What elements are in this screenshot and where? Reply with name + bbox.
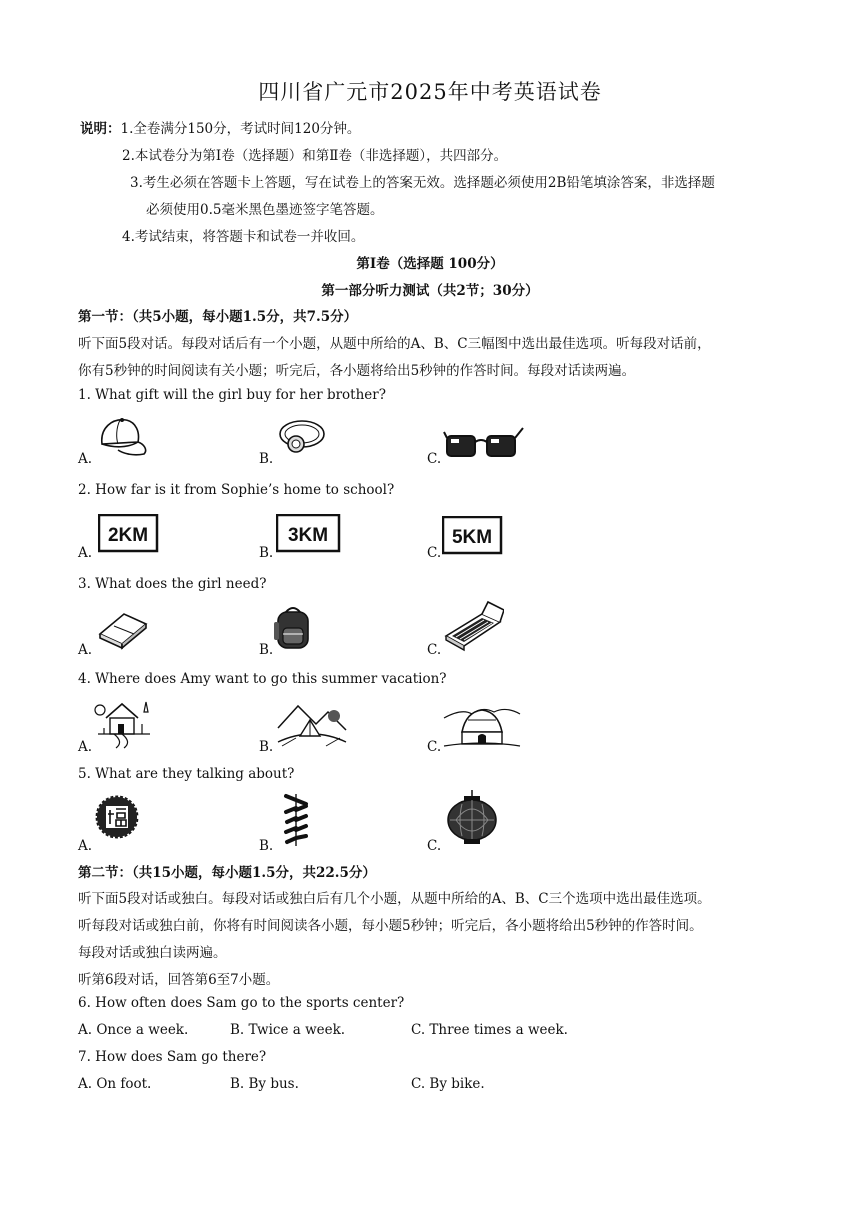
question-7-option-a: A. On foot. [78, 1076, 152, 1092]
option-label: B. [259, 739, 274, 755]
section1-directions: 你有5秒钟的时间阅读有关小题；听完后，各小题将给出5秒钟的作答时间。每段对话读两遍。 [78, 363, 636, 379]
instructions-row-1 [80, 117, 360, 137]
option-label: A. [78, 545, 93, 561]
lantern-icon [444, 790, 500, 846]
question-7: 7. How does Sam go there? [78, 1049, 267, 1065]
paper-cutting-fu-icon [94, 794, 140, 840]
watch-icon [274, 414, 326, 460]
glasses-icon [443, 424, 525, 464]
section2-directions: 听每段对话或独白前，你将有时间阅读各小题，每小题5秒钟；听完后，各小题将给出5秒钟的作答时间。 [78, 918, 703, 934]
village-house-icon [94, 694, 154, 750]
question-6-option-c: C. Three times a week. [411, 1022, 568, 1038]
question-3: 3. What does the girl need? [78, 576, 267, 592]
section1-heading: 第一节：（共5小题，每小题1.5分，共7.5分） [78, 309, 358, 325]
question-6: 6. How often does Sam go to the sports center? [78, 995, 405, 1011]
section2-directions: 每段对话或独白读两遍。 [78, 945, 227, 961]
question-7-option-c: C. By bike. [411, 1076, 485, 1092]
option-label: A. [78, 838, 93, 854]
option-label: A. [78, 451, 93, 467]
question-2: 2. How far is it from Sophie’s home to school? [78, 482, 395, 498]
exam-title: 四川省广元市2025年中考英语试卷 [258, 80, 602, 104]
sign-text: 3KM [287, 525, 329, 546]
section2-heading: 第二节：（共15小题，每小题1.5分，共22.5分） [78, 865, 376, 881]
question-1: 1. What gift will the girl buy for her brother? [78, 387, 386, 403]
pencil-box-icon [442, 600, 504, 654]
option-label: B. [259, 545, 274, 561]
mountain-tent-icon [276, 698, 348, 748]
instructions-label: 说明： [80, 121, 121, 137]
distance-sign-2km [98, 514, 160, 554]
option-label: A. [78, 739, 93, 755]
instruction-item: 必须使用0.5毫米黑色墨迹签字笔答题。 [146, 202, 384, 218]
sign-text: 5KM [451, 527, 493, 548]
instruction-item: 1.全卷满分150分，考试时间120分钟。 [120, 121, 361, 137]
distance-sign-5km [442, 516, 504, 556]
instruction-item: 4.考试结束，将答题卡和试卷一并收回。 [122, 229, 365, 245]
option-label: C. [427, 642, 442, 658]
section2-directions: 听下面5段对话或独白。每段对话或独白后有几个小题，从题中所给的A、B、C三个选项中选出最佳选项。 [78, 891, 711, 907]
distance-sign-3km [276, 514, 342, 554]
option-label: C. [427, 451, 442, 467]
sign-text: 2KM [107, 525, 149, 546]
option-label: C. [427, 545, 442, 561]
option-label: C. [427, 838, 442, 854]
question-5: 5. What are they talking about? [78, 766, 295, 782]
eraser-icon [94, 608, 150, 650]
option-label: B. [259, 838, 274, 854]
backpack-icon [272, 604, 314, 654]
volume1-heading: 第Ⅰ卷（选择题 100分） [356, 256, 504, 272]
dialogue-intro: 听第6段对话，回答第6至7小题。 [78, 972, 280, 988]
section1-directions: 听下面5段对话。每段对话后有一个小题，从题中所给的A、B、C三幅图中选出最佳选项。听每段对话前， [78, 336, 711, 352]
instruction-item: 3.考生必须在答题卡上答题，写在试卷上的答案无效。选择题必须使用2B铅笔填涂答案，非选择题 [130, 175, 715, 191]
part1-heading: 第一部分听力测试（共2节；30分） [321, 283, 539, 299]
firecrackers-icon [282, 792, 312, 848]
option-label: C. [427, 739, 442, 755]
option-label: B. [259, 451, 274, 467]
question-6-option-a: A. Once a week. [78, 1022, 189, 1038]
question-4: 4. Where does Amy want to go this summer vacation? [78, 671, 447, 687]
yurt-icon [442, 698, 522, 752]
cap-icon [94, 414, 150, 460]
question-6-option-b: B. Twice a week. [230, 1022, 346, 1038]
option-label: A. [78, 642, 93, 658]
option-label: B. [259, 642, 274, 658]
instruction-item: 2.本试卷分为第Ⅰ卷（选择题）和第Ⅱ卷（非选择题），共四部分。 [122, 148, 508, 164]
question-7-option-b: B. By bus. [230, 1076, 299, 1092]
